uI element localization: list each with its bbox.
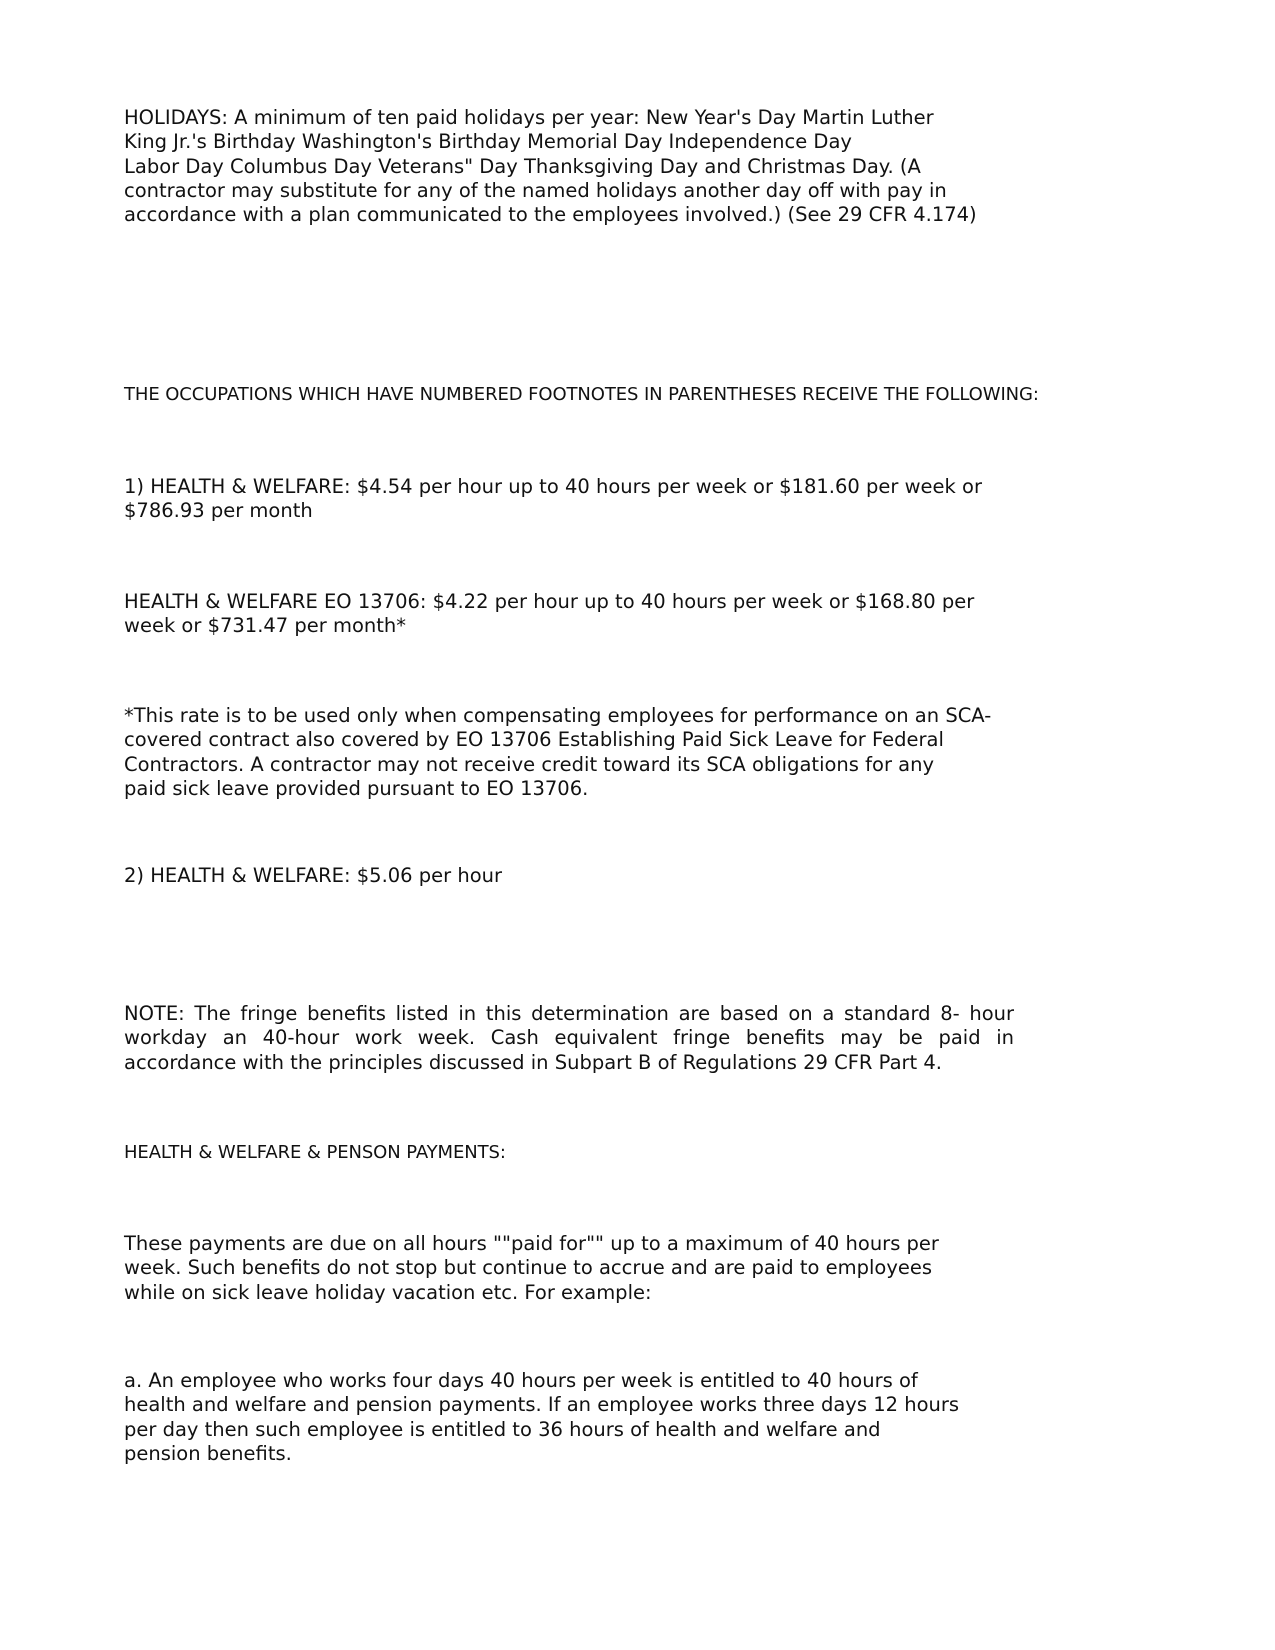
note-paragraph [124, 1002, 1014, 1075]
eo-note-paragraph [124, 704, 1084, 801]
example-a-paragraph [124, 1369, 1084, 1466]
note-line: workday an 40-hour work week. Cash equivalent fringe benefits may be paid in [124, 1026, 1014, 1050]
payments-due-line: week. Such benefits do not stop but continue to accrue and are paid to employees [124, 1256, 933, 1280]
payments-heading [124, 1141, 1084, 1165]
note-line: accordance with the principles discussed in Subpart B of Regulations 29 CFR Part 4. [124, 1050, 942, 1074]
holidays-paragraph [124, 106, 1084, 227]
example-a-line: a. An employee who works four days 40 hours per week is entitled to 40 hours of [124, 1369, 918, 1392]
note-line: NOTE: The fringe benefits listed in this determination are based on a standard 8- hour [124, 1002, 1014, 1025]
eo-note-line: paid sick leave provided pursuant to EO 13706. [124, 776, 589, 800]
payments-due-line: while on sick leave holiday vacation etc. For example: [124, 1280, 652, 1304]
footnote-1-paragraph [124, 475, 1084, 524]
example-a-line: per day then such employee is entitled to 36 hours of health and welfare and [124, 1417, 881, 1441]
payments-due-line: These payments are due on all hours ""paid for"" up to a maximum of 40 hours per [124, 1232, 939, 1255]
example-a-line: pension benefits. [124, 1441, 292, 1465]
occupations-heading [124, 383, 1084, 407]
eo-note-line: Contractors. A contractor may not receive credit toward its SCA obligations for any [124, 752, 935, 776]
eo-13706-line: week or $731.47 per month* [124, 614, 407, 638]
holidays-line: accordance with a plan communicated to the employees involved.) (See 29 CFR 4.174) [124, 203, 977, 227]
occupations-heading-text: THE OCCUPATIONS WHICH HAVE NUMBERED FOOTNOTES IN PARENTHESES RECEIVE THE FOLLOWING: [124, 384, 1039, 405]
footnote-1-line: 1) HEALTH & WELFARE: $4.54 per hour up to 40 hours per week or $181.60 per week or [124, 475, 982, 498]
payments-heading-text: HEALTH & WELFARE & PENSON PAYMENTS: [124, 1142, 506, 1163]
payments-due-paragraph [124, 1232, 1084, 1305]
example-a-line: health and welfare and pension payments. If an employee works three days 12 hours [124, 1393, 960, 1417]
holidays-line: HOLIDAYS: A minimum of ten paid holidays per year: New Year's Day Martin Luther [124, 106, 934, 129]
footnote-2-line: 2) HEALTH & WELFARE: $5.06 per hour [124, 864, 503, 887]
holidays-line: King Jr.'s Birthday Washington's Birthday Memorial Day Independence Day [124, 130, 852, 154]
eo-note-line: *This rate is to be used only when compensating employees for performance on an SCA- [124, 704, 992, 727]
footnote-2-paragraph [124, 864, 1084, 888]
footnote-1-line: $786.93 per month [124, 499, 313, 523]
holidays-line: contractor may substitute for any of the named holidays another day off with pay in [124, 178, 947, 202]
eo-13706-paragraph [124, 590, 1084, 639]
eo-13706-line: HEALTH & WELFARE EO 13706: $4.22 per hour up to 40 hours per week or $168.80 per [124, 590, 975, 613]
eo-note-line: covered contract also covered by EO 13706 Establishing Paid Sick Leave for Federal [124, 728, 944, 752]
holidays-line: Labor Day Columbus Day Veterans" Day Thanksgiving Day and Christmas Day. (A [124, 154, 921, 178]
